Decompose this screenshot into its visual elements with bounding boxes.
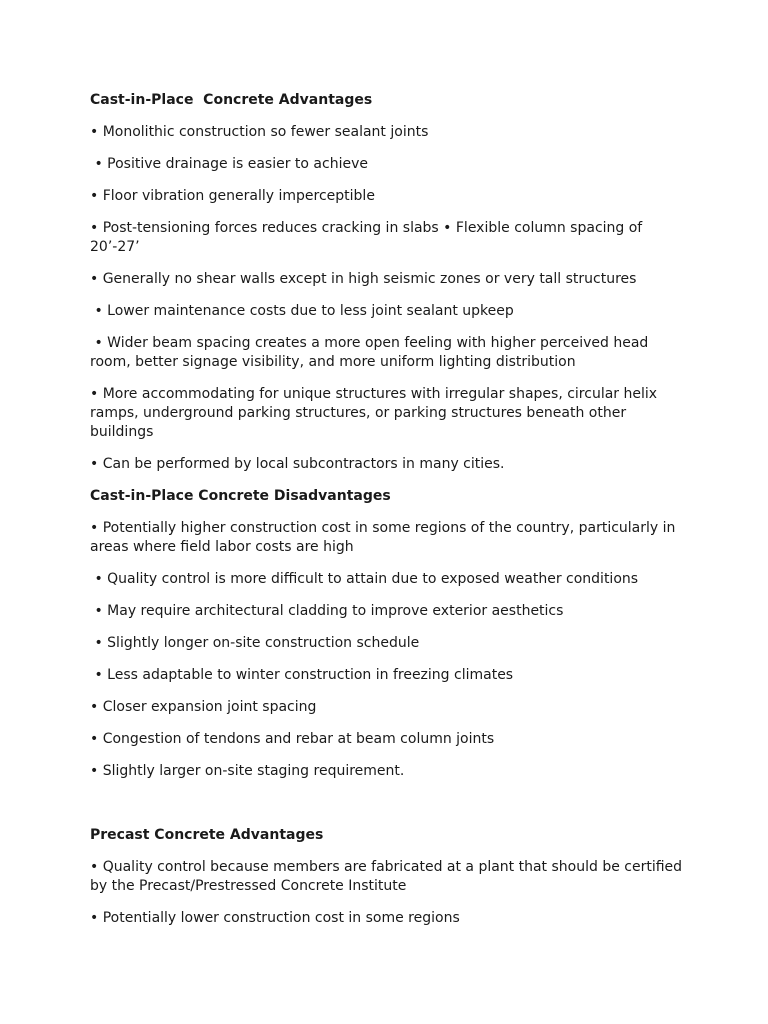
- list-item: • May require architectural cladding to improve exterior aesthetics: [90, 603, 564, 619]
- section-heading: Precast Concrete Advantages: [90, 827, 324, 843]
- list-item: • Monolithic construction so fewer sealant joints: [90, 124, 429, 140]
- list-item: • Wider beam spacing creates a more open feeling with higher perceived head room, better signage visibility, and more uniform lighting distribution: [90, 335, 653, 370]
- section-cip-advantages: [90, 91, 685, 474]
- list-item: • Potentially higher construction cost in some regions of the country, particularly in areas where field labor costs are high: [90, 520, 680, 555]
- list-item: • Can be performed by local subcontractors in many cities.: [90, 456, 505, 472]
- list-item: • Potentially lower construction cost in some regions: [90, 910, 460, 926]
- list-item: • Slightly longer on-site construction schedule: [90, 635, 420, 651]
- section-heading: Cast-in-Place Concrete Advantages: [90, 92, 373, 108]
- list-item: • Generally no shear walls except in high seismic zones or very tall structures: [90, 271, 637, 287]
- list-item: • Congestion of tendons and rebar at beam column joints: [90, 731, 495, 747]
- section-heading: Cast-in-Place Concrete Disadvantages: [90, 488, 391, 504]
- list-item: • Floor vibration generally imperceptible: [90, 188, 375, 204]
- document-page: [90, 91, 685, 941]
- list-item: • Slightly larger on-site staging requirement.: [90, 763, 405, 779]
- list-item: • Positive drainage is easier to achieve: [90, 156, 368, 172]
- list-item: • Quality control is more difficult to attain due to exposed weather conditions: [90, 571, 639, 587]
- section-cip-disadvantages: [90, 487, 685, 781]
- list-item: • Less adaptable to winter construction in freezing climates: [90, 667, 514, 683]
- list-item: • More accommodating for unique structures with irregular shapes, circular helix ramps, underground parking structures, or parking structures beneath other buildings: [90, 386, 662, 440]
- list-item: • Quality control because members are fabricated at a plant that should be certified by the Precast/Prestressed Concrete Institute: [90, 859, 687, 894]
- list-item: • Closer expansion joint spacing: [90, 699, 317, 715]
- list-item: • Lower maintenance costs due to less joint sealant upkeep: [90, 303, 514, 319]
- section-precast-advantages: [90, 826, 685, 928]
- list-item: • Post-tensioning forces reduces cracking in slabs • Flexible column spacing of 20’-27’: [90, 220, 647, 255]
